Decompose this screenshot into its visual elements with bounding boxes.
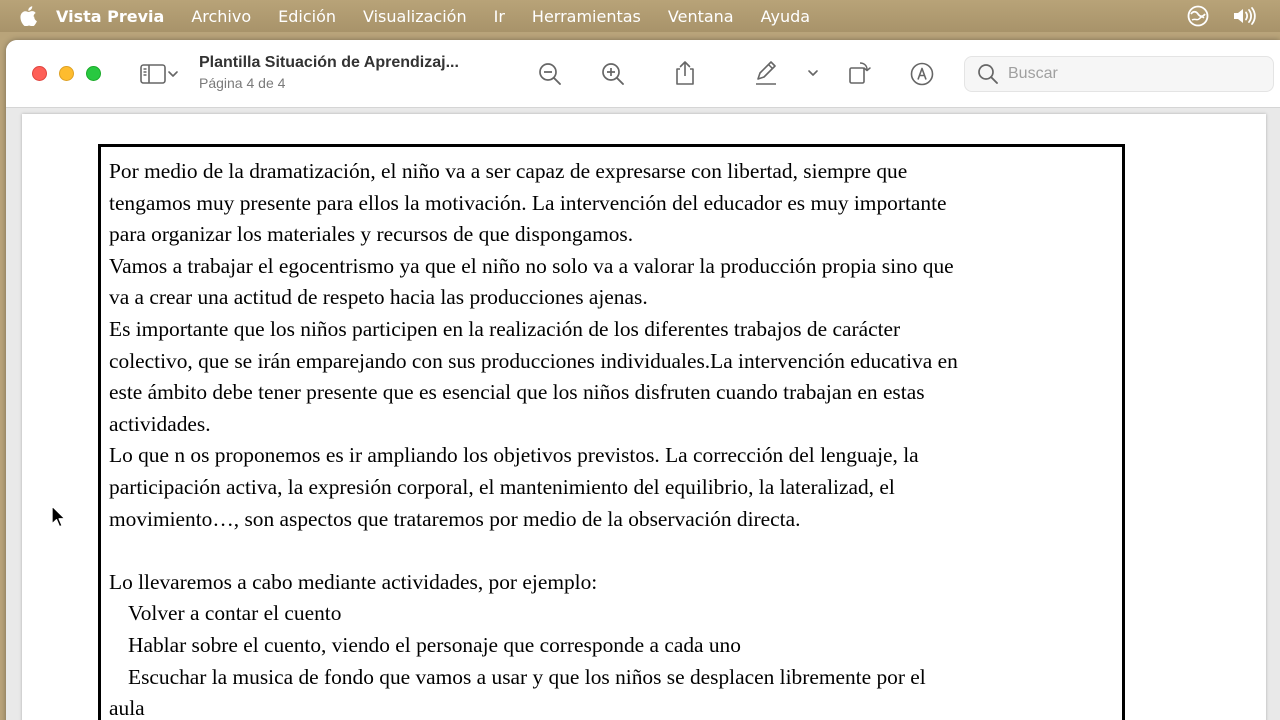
markup-pen-icon [753,59,779,87]
text-line: para organizar los materiales y recursos de que dispongamos. [109,222,634,247]
list-item: Escuchar la musica de fondo que vamos a usar y que los niños se desplacen libremente por el [128,664,926,689]
annotate-button[interactable] [908,60,936,88]
menu-visualizacion[interactable]: Visualización [363,6,467,26]
text-line: colectivo, que se irán emparejando con sus producciones individuales.La intervención educativa en [109,348,958,373]
text-line: va a crear una actitud de respeto hacia las producciones ajenas. [109,285,648,310]
mouse-cursor-icon [51,505,67,529]
menu-archivo[interactable]: Archivo [191,6,252,26]
search-input[interactable] [1008,65,1258,83]
window-title-area [199,54,509,91]
annotate-icon [909,61,935,87]
zoom-in-icon [600,61,626,87]
fullscreen-button[interactable] [86,66,101,81]
minimize-button[interactable] [59,66,74,81]
text-line: Es importante que los niños participen en la realización de los diferentes trabajos de carácter [109,316,901,341]
text-line: actividades. [109,411,211,436]
text-line: movimiento…, son aspectos que trataremos por medio de la observación directa. [109,506,801,531]
text-line: Lo que n os proponemos es ir ampliando los objetivos previstos. La corrección del lenguaje, la [109,443,919,468]
share-icon [673,59,697,87]
menu-herramientas[interactable]: Herramientas [531,6,641,26]
text-line: participación activa, la expresión corporal, el mantenimiento del equilibrio, la lateralizad, el [109,474,895,499]
rotate-button[interactable] [846,59,874,87]
chevron-down-icon [167,68,179,80]
list-item: Volver a contar el cuento [128,601,342,626]
menu-ir[interactable]: Ir [493,6,505,26]
page-indicator: Página 4 de 4 [199,75,286,91]
blank-line [109,535,1119,567]
list-item: Hablar sobre el cuento, viendo el personaje que corresponde a cada uno [128,632,741,657]
pdf-page [22,114,1266,720]
zoom-out-button[interactable] [536,60,564,88]
text-line: Vamos a trabajar el egocentrismo ya que el niño no solo va a valorar la producción propia sino que [109,253,954,278]
menu-edicion[interactable]: Edición [278,6,337,26]
menu-ayuda[interactable]: Ayuda [760,6,811,26]
preview-window [6,40,1280,720]
chevron-down-icon [807,67,819,79]
apple-icon [19,6,37,26]
volume-icon[interactable] [1232,6,1258,26]
sidebar-toggle-button[interactable] [134,60,184,88]
text-line: aula [109,696,145,720]
search-icon [977,63,999,85]
menu-ventana[interactable]: Ventana [667,6,734,26]
share-button[interactable] [671,58,699,88]
markup-menu-button[interactable] [806,66,820,80]
zoom-out-icon [537,61,563,87]
search-field[interactable] [964,56,1274,92]
text-line: Lo llevaremos a cabo mediante actividades, por ejemplo: [109,569,598,594]
window-toolbar [6,40,1280,108]
sidebar-icon [139,63,167,85]
text-line: este ámbito debe tener presente que es esencial que los niños disfruten cuando trabajan en estas [109,380,925,405]
text-box-frame [98,144,1125,720]
creative-cloud-icon[interactable] [1186,5,1210,27]
document-text [109,156,1119,720]
text-line: tengamos muy presente para ellos la motivación. La intervención del educador es muy importante [109,190,947,215]
close-button[interactable] [32,66,47,81]
text-line: Por medio de la dramatización, el niño va a ser capaz de expresarse con libertad, siempre que [109,159,908,183]
rotate-icon [847,60,873,86]
zoom-in-button[interactable] [599,60,627,88]
apple-menu[interactable] [0,6,56,26]
markup-button[interactable] [752,58,780,88]
document-viewer[interactable] [6,109,1280,720]
document-title[interactable]: Plantilla Situación de Aprendizaj... [199,54,459,71]
menu-bar [0,0,1280,32]
menu-app-name[interactable]: Vista Previa [56,6,165,26]
